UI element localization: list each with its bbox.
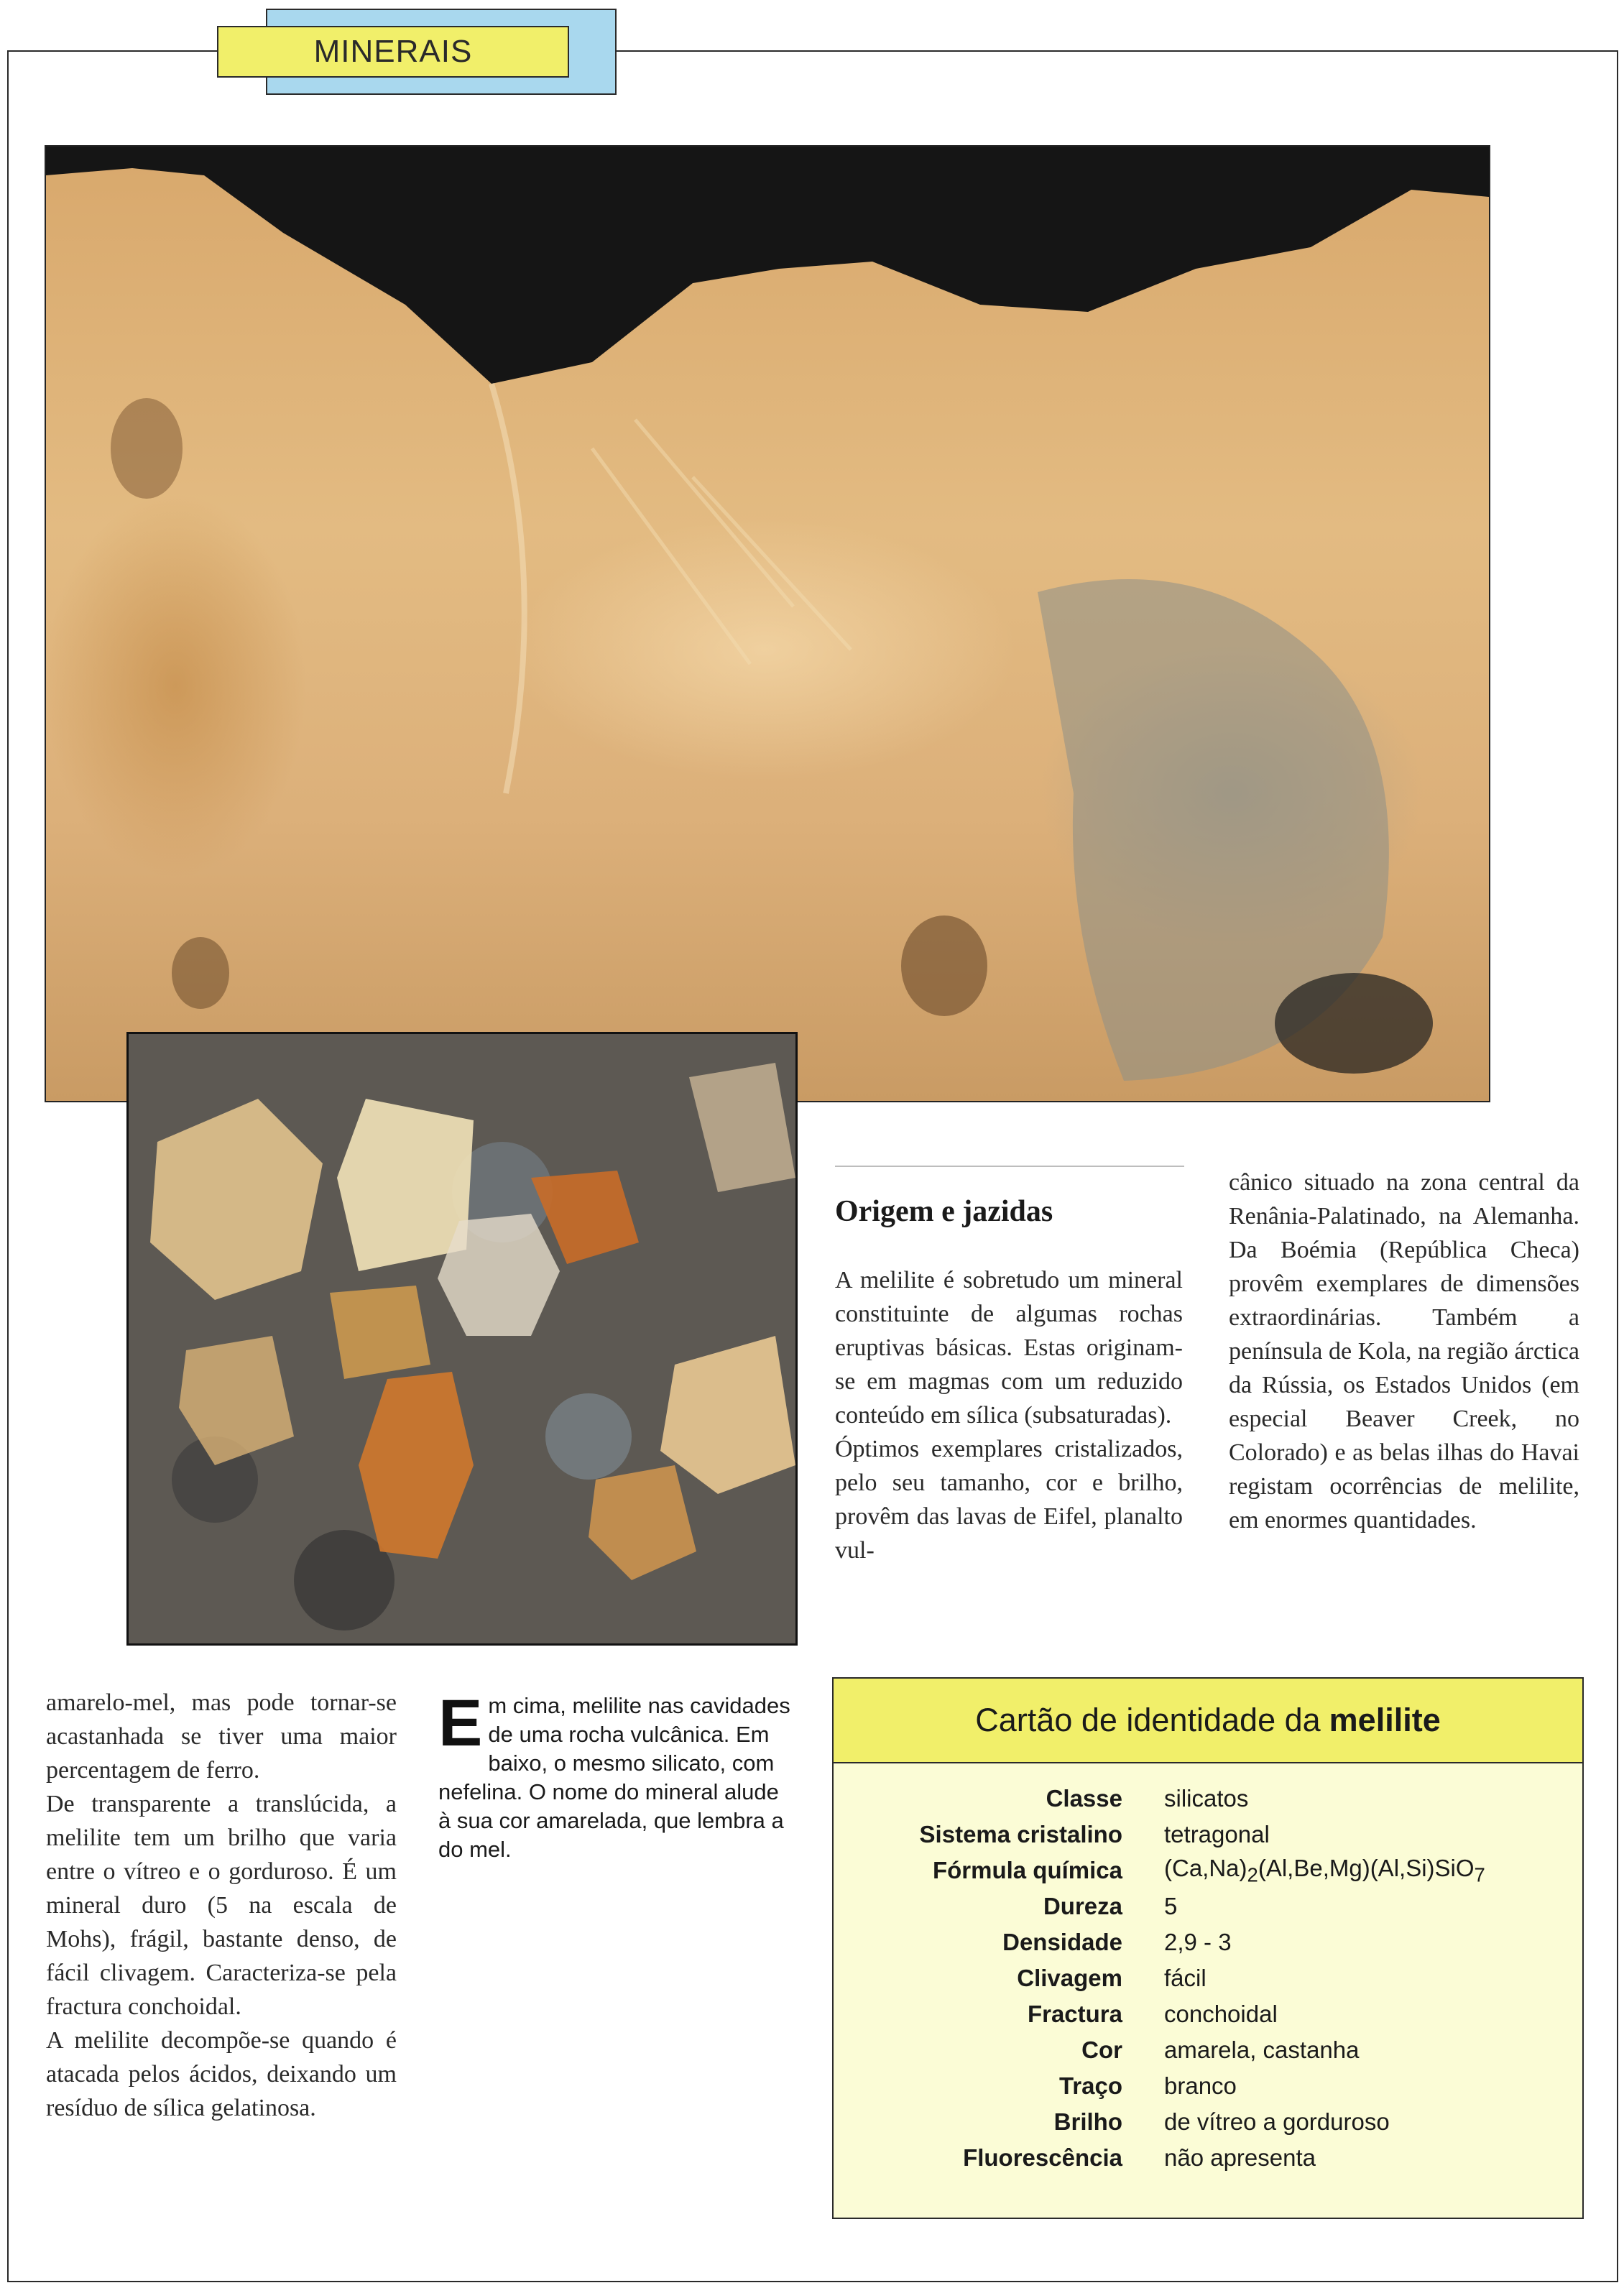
photo-melilite-nepheline	[126, 1032, 798, 1646]
id-card	[832, 1677, 1584, 2219]
description-paragraph-3: A melilite decompõe-se quando é atacada pelos ácidos, deixando um resíduo de sílica gelatinosa.	[46, 2027, 397, 2121]
section-heading: Origem e jazidas	[835, 1195, 1053, 1228]
id-row-formula	[834, 1853, 1582, 1888]
id-value: fácil	[1164, 1965, 1207, 1991]
id-label: Densidade	[1002, 1929, 1122, 1955]
id-label: Fórmula química	[932, 1857, 1122, 1883]
photo-caption	[438, 1687, 790, 1864]
origin-paragraph-3: cânico situado na zona central da Renânia-Palatinado, na Alemanha. Da Boémia (República Checa) provêm exemplares de dimensões extraordinárias. Também a península de Kola, na região árctica da Rússia, os Estados Unidos (em especial Beaver Creek, no Colorado) e as belas ilhas do Havai registam ocorrências de melilite, em enormes quantidades.	[1229, 1169, 1579, 1533]
caption-dropcap: E	[438, 1687, 483, 1760]
id-label: Fluorescência	[963, 2144, 1122, 2171]
formula-subscript: 7	[1474, 1863, 1485, 1886]
id-label: Classe	[1046, 1785, 1122, 1812]
id-card-rows	[834, 1781, 1582, 2176]
id-value: amarela, castanha	[1164, 2036, 1360, 2063]
formula-subscript: 2	[1247, 1863, 1258, 1886]
photo-melilite-cavities	[45, 145, 1490, 1102]
id-row-brilho	[834, 2104, 1582, 2140]
caption-text: m cima, melilite nas cavidades de uma rocha vulcânica. Em baixo, o mesmo silicato, com nefelina. O nome do mineral alude à sua cor amarelada, que lembra a do mel.	[438, 1693, 790, 1862]
id-label: Clivagem	[1017, 1965, 1122, 1991]
chemical-formula	[1164, 1855, 1582, 1887]
id-label: Traço	[1058, 2072, 1122, 2099]
id-row-traco	[834, 2068, 1582, 2104]
origin-paragraph-1: A melilite é sobretudo um mineral constituinte de algumas rochas eruptivas básicas. Estas originam-se em magmas com um reduzido conteúdo em sílica (subsaturadas).	[835, 1267, 1183, 1429]
section-rule	[835, 1166, 1184, 1167]
section-label: MINERAIS	[217, 26, 569, 78]
id-card-title	[834, 1679, 1582, 1763]
formula-part: (Al,Be,Mg)(Al,Si)SiO	[1258, 1854, 1475, 1881]
id-row-fractura	[834, 1996, 1582, 2032]
id-row-dureza	[834, 1888, 1582, 1924]
id-label: Fractura	[1027, 2001, 1122, 2027]
id-value: conchoidal	[1164, 2001, 1278, 2027]
id-row-classe	[834, 1781, 1582, 1817]
description-paragraph-2: De transparente a translúcida, a melilite tem um brilho que varia entre o vítreo e o gorduroso. É um mineral duro (5 na escala de Mohs), frágil, bastante denso, de fácil clivagem. Caracteriza-se pela fractura conchoidal.	[46, 1791, 397, 2020]
formula-part: (Ca,Na)	[1164, 1854, 1247, 1881]
id-card-title-prefix: Cartão de identidade da	[975, 1702, 1321, 1738]
id-value: tetragonal	[1164, 1821, 1270, 1848]
id-row-sistema	[834, 1817, 1582, 1853]
origin-paragraph-2: Óptimos exemplares cristalizados, pelo seu tamanho, cor e brilho, provêm das lavas de Eifel, planalto vul-	[835, 1436, 1183, 1564]
id-row-clivagem	[834, 1960, 1582, 1996]
id-row-densidade	[834, 1924, 1582, 1960]
id-row-cor	[834, 2032, 1582, 2068]
mineral-photo-melilite-cavities-icon	[46, 147, 1489, 1101]
id-label: Cor	[1081, 2036, 1122, 2063]
id-value: 5	[1164, 1893, 1178, 1919]
id-label: Brilho	[1053, 2108, 1122, 2135]
id-value: branco	[1164, 2072, 1237, 2099]
origin-column-1	[835, 1263, 1183, 1567]
origin-column-2	[1229, 1166, 1579, 1537]
id-row-fluorescencia	[834, 2140, 1582, 2176]
id-value: 2,9 - 3	[1164, 1929, 1232, 1955]
id-card-title-mineral: melilite	[1329, 1702, 1441, 1738]
id-value: não apresenta	[1164, 2144, 1316, 2171]
mineral-photo-melilite-nepheline-icon	[129, 1034, 795, 1643]
id-label: Sistema cristalino	[919, 1821, 1122, 1848]
description-paragraph-1: amarelo-mel, mas pode tornar-se acastanhada se tiver uma maior percentagem de ferro.	[46, 1689, 397, 1784]
id-value: de vítreo a gorduroso	[1164, 2108, 1390, 2135]
description-column	[46, 1686, 397, 2125]
id-value: silicatos	[1164, 1785, 1249, 1812]
id-label: Dureza	[1043, 1893, 1122, 1919]
